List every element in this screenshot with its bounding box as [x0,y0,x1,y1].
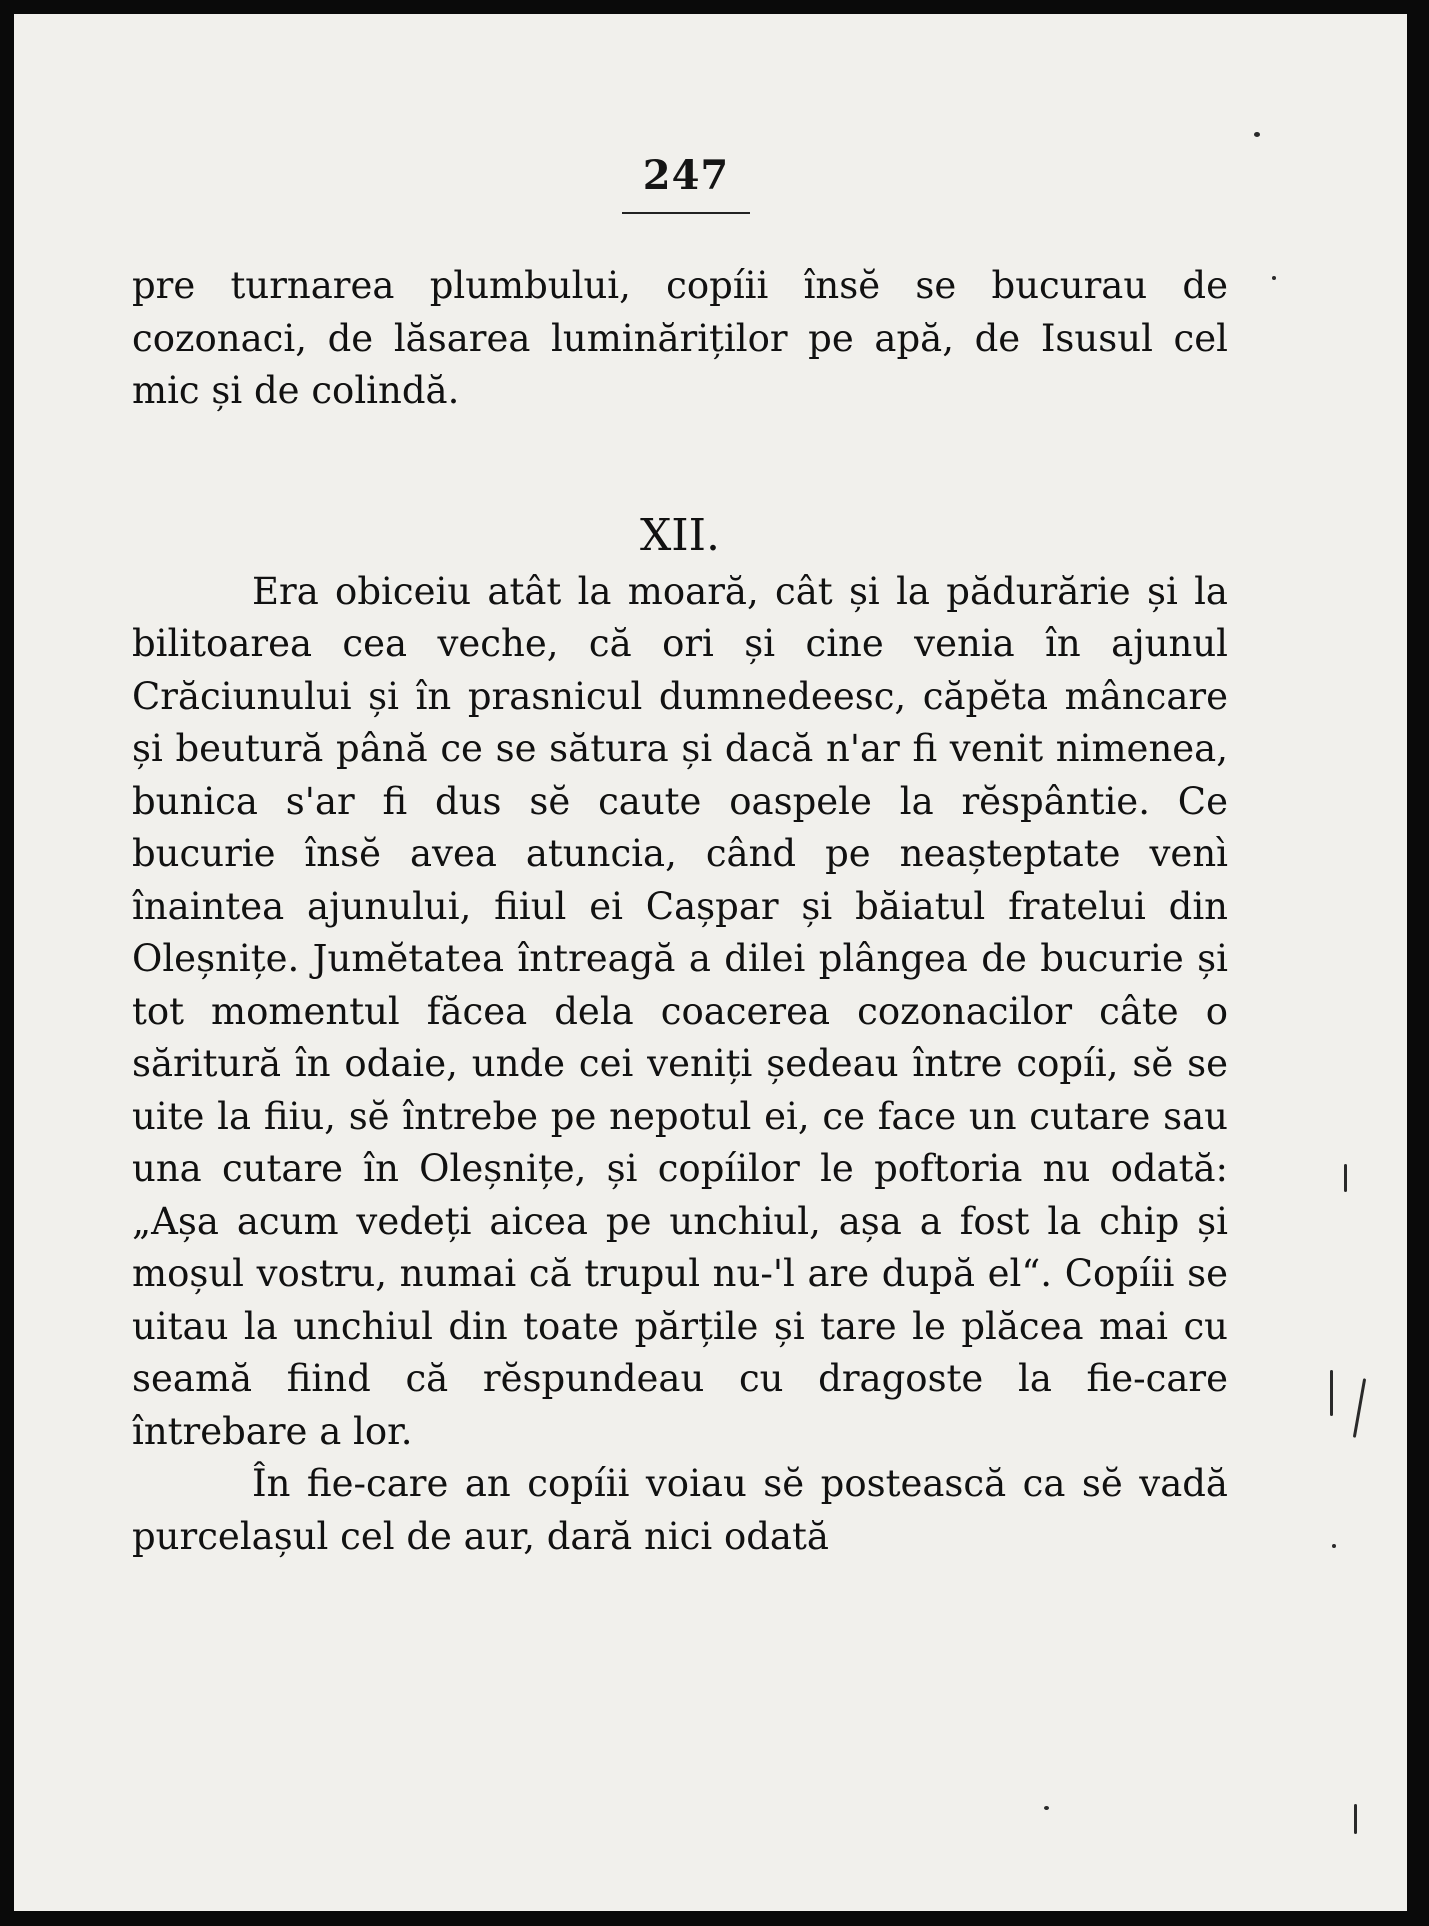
book-page [14,14,1407,1911]
scan-speck [1353,1378,1366,1438]
scan-speck [1272,276,1276,280]
page-number-rule [622,212,750,214]
scan-speck [1344,1164,1347,1192]
scan-speck [1330,1370,1333,1416]
last-paragraph: În fie-care an copíii voiau sĕ postească ca sĕ vadă purcelașul cel de aur, dară nici odată [132,1462,1228,1558]
scan-speck [1254,132,1260,137]
body-text [132,260,1228,1563]
section-heading: XII. [639,509,721,561]
scan-speck [1044,1806,1049,1810]
continuation-paragraph: pre turnarea plumbului, copíii însĕ se bucurau de cozonaci, de lăsarea luminăriților pe apă, de Isusul cel mic și de colindă. [132,264,1228,412]
scan-speck [1332,1544,1336,1548]
page-number: 247 [642,152,730,199]
main-paragraph: Era obiceiu atât la moară, cât și la pădurărie și la bilitoarea cea veche, că ori și cine venia în ajunul Crăciunului și în prasnicul dumnedeesc, căpĕta mâncare și beutură până ce se sătura și dacă n'ar fi venit nimenea, bunica s'ar fi dus sĕ caute oaspele la rĕspântie. Ce bucurie însĕ avea atuncia, când pe neașteptate venì înaintea ajunului, fiiul ei Cașpar și băiatul fratelui din Oleșnițe. Jumĕtatea întreagă a dilei plângea de bucurie și tot momentul făcea dela coacerea cozonacilor câte o săritură în odaie, unde cei veniți ședeau între copíi, sĕ se uite la fiiu, sĕ întrebe pe nepotul ei, ce face un cutare sau una cutare în Oleșnițe, și copíilor le poftoria nu odată: „Așa acum vedeți aicea pe unchiul, așa a fost la chip și moșul vostru, numai că trupul nu-'l are după el“. Copíii se uitau la unchiul din toate părțile și tare le plăcea mai cu seamă fiind că rĕspundeau cu dragoste la fie-care întrebare a lor. [132,569,1228,1453]
scan-speck [1354,1804,1357,1834]
